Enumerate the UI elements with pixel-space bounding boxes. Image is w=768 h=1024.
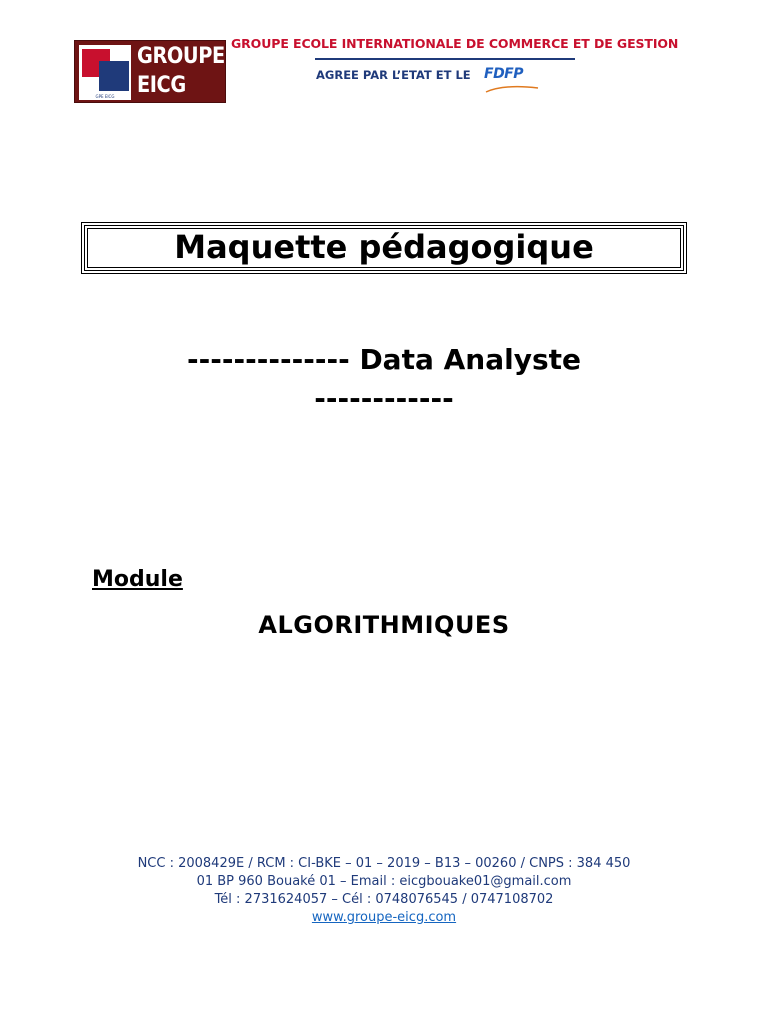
- logo-line2: EICG: [137, 73, 186, 98]
- module-name: ALGORITHMIQUES: [258, 611, 510, 639]
- approval-text: AGREE PAR L’ETAT ET LE: [316, 68, 471, 82]
- logo-tiny-text: GPE EICG: [95, 94, 115, 99]
- website-link[interactable]: www.groupe-eicg.com: [311, 910, 457, 925]
- header-divider: [315, 58, 575, 60]
- eicg-logo: [74, 40, 226, 103]
- program-title: -------------- Data Analyste: [187, 343, 581, 376]
- school-name: GROUPE ECOLE INTERNATIONALE DE COMMERCE ET DE GESTION: [231, 36, 679, 51]
- logo-line1: GROUPE: [137, 44, 225, 69]
- footer-address: 01 BP 960 Bouaké 01 – Email : eicgbouake01@gmail.com: [196, 874, 572, 889]
- logo-mark-icon: [79, 45, 131, 100]
- fdfp-logo: FDFP: [484, 66, 524, 82]
- fdfp-swoosh-icon: [484, 82, 540, 98]
- footer: [0, 855, 768, 927]
- program-title-continuation: ------------: [314, 382, 454, 415]
- logo-text: [137, 42, 225, 100]
- document-title: Maquette pédagogique: [174, 228, 594, 266]
- footer-registration: NCC : 2008429E / RCM : CI-BKE – 01 – 2019 – B13 – 00260 / CNPS : 384 450: [137, 856, 631, 871]
- footer-phone: Tél : 2731624057 – Cél : 0748076545 / 0747108702: [214, 892, 554, 907]
- module-label: Module: [92, 567, 183, 592]
